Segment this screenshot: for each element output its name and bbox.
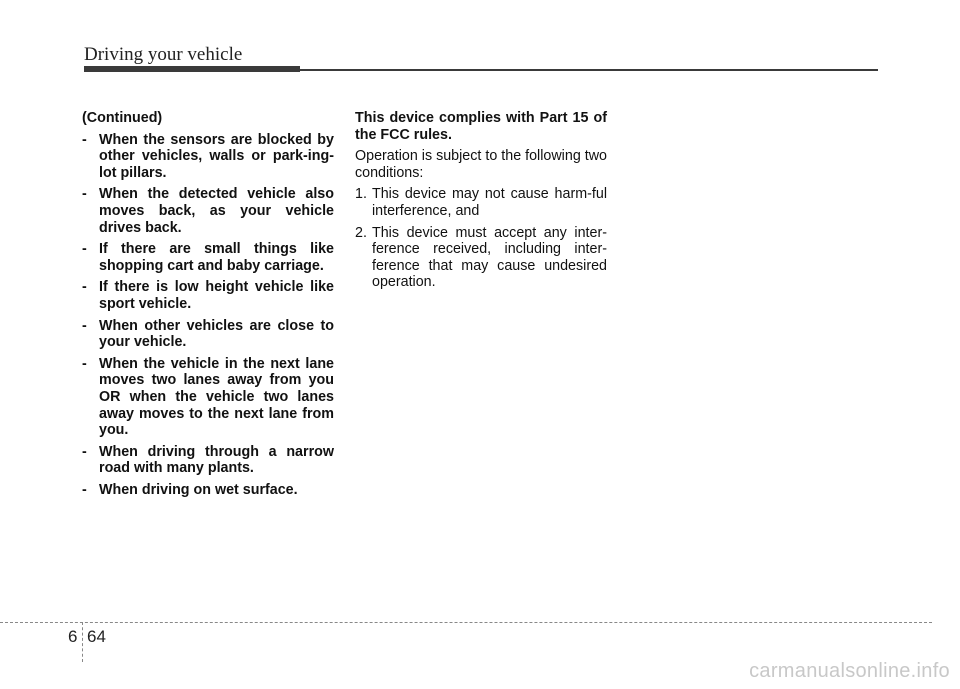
list-item [82,279,334,312]
item-text: When the sensors are blocked by other vehicles, walls or park-ing-lot pillars. [99,131,334,181]
item-text: When driving on wet surface. [99,481,298,498]
item-text: When other vehicles are close to your vehicle. [99,317,334,351]
item-text: When the detected vehicle also moves back, as your vehicle drives back. [99,186,334,236]
list-item [82,444,334,477]
item-text: If there are small things like shopping cart and baby carriage. [99,241,334,274]
list-item [82,318,334,351]
footer-rule [0,622,932,623]
footer-divider [82,622,83,662]
item-marker: - [82,131,87,148]
header-title: Driving your vehicle [84,44,243,65]
section-number: 6 [68,627,78,646]
item-marker: 1. [355,186,367,203]
list-item [82,241,334,274]
item-text: If there is low height vehicle like sport vehicle. [99,279,334,312]
right-column [355,110,607,296]
condition-item [355,186,607,219]
item-marker: - [82,279,87,296]
item-text: When the vehicle in the next lane moves two lanes away from you OR when the vehicle two lanes away moves to the next lane from you. [99,355,334,439]
condition-item [355,225,607,291]
watermark: carmanualsonline.info [749,660,950,682]
item-text: This device may not cause harm-ful interference, and [372,186,607,219]
item-marker: - [82,241,87,258]
continued-label: (Continued) [82,110,163,126]
fcc-intro: Operation is subject to the following two conditions: [355,148,607,181]
item-text: When driving through a narrow road with many plants. [99,443,334,477]
list-item [82,356,334,439]
header-rule-thick [84,66,300,72]
item-marker: - [82,317,87,334]
list-item [82,132,334,182]
list-item [82,186,334,236]
item-marker: 2. [355,224,367,241]
list-item [82,482,334,499]
left-column [82,110,334,503]
item-marker: - [82,481,87,498]
item-marker: - [82,186,87,203]
fcc-heading: This device complies with Part 15 of the FCC rules. [355,110,607,143]
header-rule-thin [300,69,878,71]
item-text: This device must accept any inter-ference received, including inter-ference that may cause undesired operation. [372,224,607,291]
item-marker: - [82,443,87,460]
item-marker: - [82,355,87,372]
page-number: 64 [87,627,106,646]
